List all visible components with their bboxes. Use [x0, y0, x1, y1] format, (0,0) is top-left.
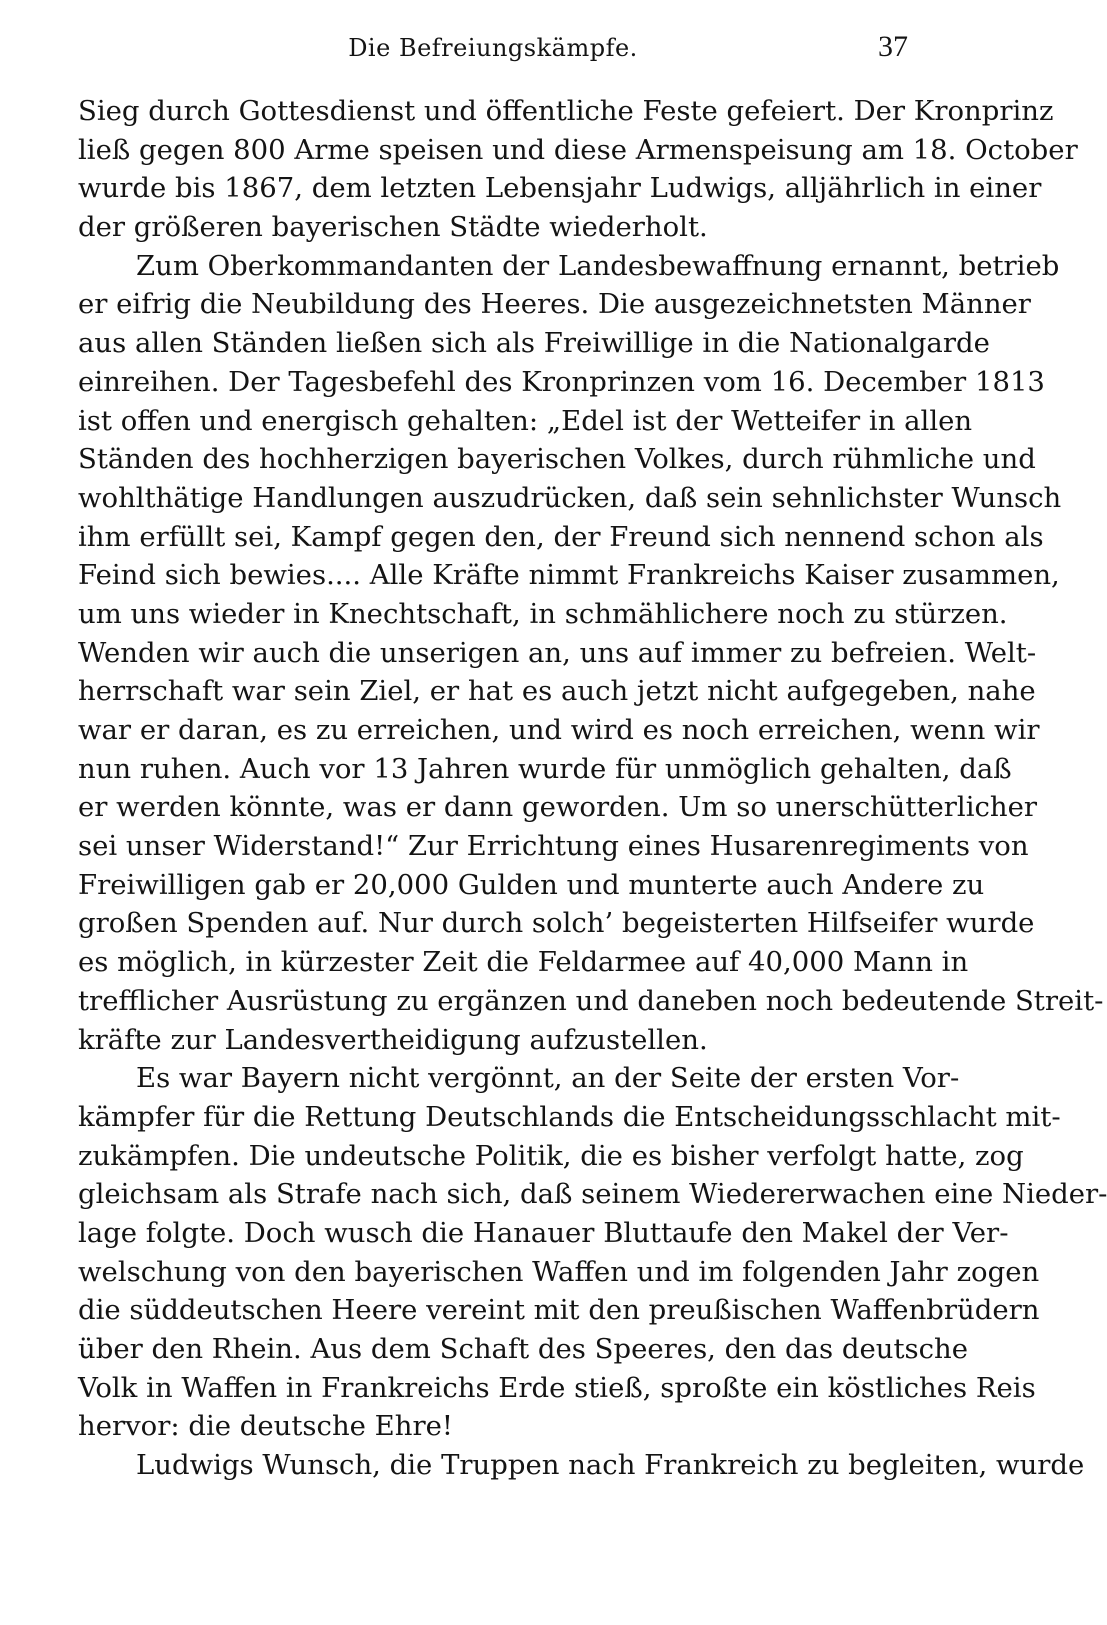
text-line: war er daran, es zu erreichen, und wird es noch erreichen, wenn wir [78, 714, 1040, 746]
text-line: welschung von den bayerischen Waffen und im folgenden Jahr zogen [78, 1255, 1040, 1288]
text-line: um uns wieder in Knechtschaft, in schmählichere noch zu stürzen. [78, 597, 1008, 630]
text-line: Ständen des hochherzigen bayerischen Volkes, durch rühmliche und [78, 443, 1036, 476]
paragraph [78, 1059, 1107, 1446]
text-line: lage folgte. Doch wusch die Hanauer Bluttaufe den Makel der Ver- [78, 1216, 1009, 1249]
text-line: wurde bis 1867, dem letzten Lebensjahr Ludwigs, alljährlich in einer [78, 172, 1042, 205]
running-title: Die Befreiungskämpfe. [348, 34, 638, 62]
page-number: 37 [878, 30, 908, 63]
text-line: Es war Bayern nicht vergönnt, an der Seite der ersten Vor- [136, 1062, 960, 1095]
text-line: zukämpfen. Die undeutsche Politik, die es bisher verfolgt hatte, zog [78, 1139, 1024, 1172]
text-line: ließ gegen 800 Arme speisen und diese Armenspeisung am 18. October [78, 133, 1078, 166]
text-line: die süddeutschen Heere vereint mit den preußischen Waffenbrüdern [78, 1294, 1040, 1327]
text-line: Wenden wir auch die unserigen an, uns auf immer zu befreien. Welt- [78, 636, 1037, 669]
text-line: er werden könnte, was er dann geworden. Um so unerschütterlicher [78, 791, 1038, 824]
text-line: trefflicher Ausrüstung zu ergänzen und daneben noch bedeutende Streit- [78, 984, 1104, 1017]
text-line: sei unser Widerstand!“ Zur Errichtung eines Husarenregiments von [78, 830, 1029, 863]
text-line: hervor: die deutsche Ehre! [78, 1410, 453, 1443]
text-line: über den Rhein. Aus dem Schaft des Speeres, den das deutsche [78, 1333, 968, 1365]
text-line: ihm erfüllt sei, Kampf gegen den, der Freund sich nennend schon als [78, 520, 1044, 553]
text-line: großen Spenden auf. Nur durch solch’ begeisterten Hilfseifer wurde [78, 907, 1035, 940]
text-line: der größeren bayerischen Städte wiederholt. [78, 211, 708, 244]
text-line: Ludwigs Wunsch, die Truppen nach Frankreich zu begleiten, wurde [136, 1449, 1085, 1482]
text-line: kämpfer für die Rettung Deutschlands die Entscheidungsschlacht mit- [78, 1100, 1061, 1133]
paragraph [78, 1446, 1085, 1485]
text-line: gleichsam als Strafe nach sich, daß seinem Wiedererwachen eine Nieder- [78, 1178, 1107, 1211]
text-line: Volk in Waffen in Frankreichs Erde stieß, sproßte ein köstliches Reis [78, 1371, 1036, 1404]
text-line: Feind sich bewies.... Alle Kräfte nimmt Frankreichs Kaiser zusammen, [78, 559, 1060, 592]
text-line: es möglich, in kürzester Zeit die Feldarmee auf 40,000 Mann in [78, 946, 969, 979]
text-line: Sieg durch Gottesdienst und öffentliche Feste gefeiert. Der Kronprinz [78, 95, 1054, 127]
text-line: er eifrig die Neubildung des Heeres. Die ausgezeichnetsten Männer [78, 288, 1031, 321]
text-line: Zum Oberkommandanten der Landesbewaffnung ernannt, betrieb [136, 249, 1060, 282]
text-line: nun ruhen. Auch vor 13 Jahren wurde für unmöglich gehalten, daß [78, 752, 1012, 785]
running-head [78, 30, 908, 74]
text-line: wohlthätige Handlungen auszudrücken, daß sein sehnlichster Wunsch [78, 481, 1062, 514]
body-text [78, 92, 1107, 1485]
paragraph [78, 247, 1104, 1059]
text-line: einreihen. Der Tagesbefehl des Kronprinzen vom 16. December 1813 [78, 365, 1045, 398]
text-line: herrschaft war sein Ziel, er hat es auch jetzt nicht aufgegeben, nahe [78, 675, 1036, 708]
text-line: Freiwilligen gab er 20,000 Gulden und munterte auch Andere zu [78, 868, 985, 901]
paragraph [78, 92, 1078, 247]
text-line: kräfte zur Landesvertheidigung aufzustellen. [78, 1023, 708, 1056]
text-line: ist offen und energisch gehalten: „Edel ist der Wetteifer in allen [78, 404, 973, 437]
text-line: aus allen Ständen ließen sich als Freiwillige in die Nationalgarde [78, 327, 990, 360]
